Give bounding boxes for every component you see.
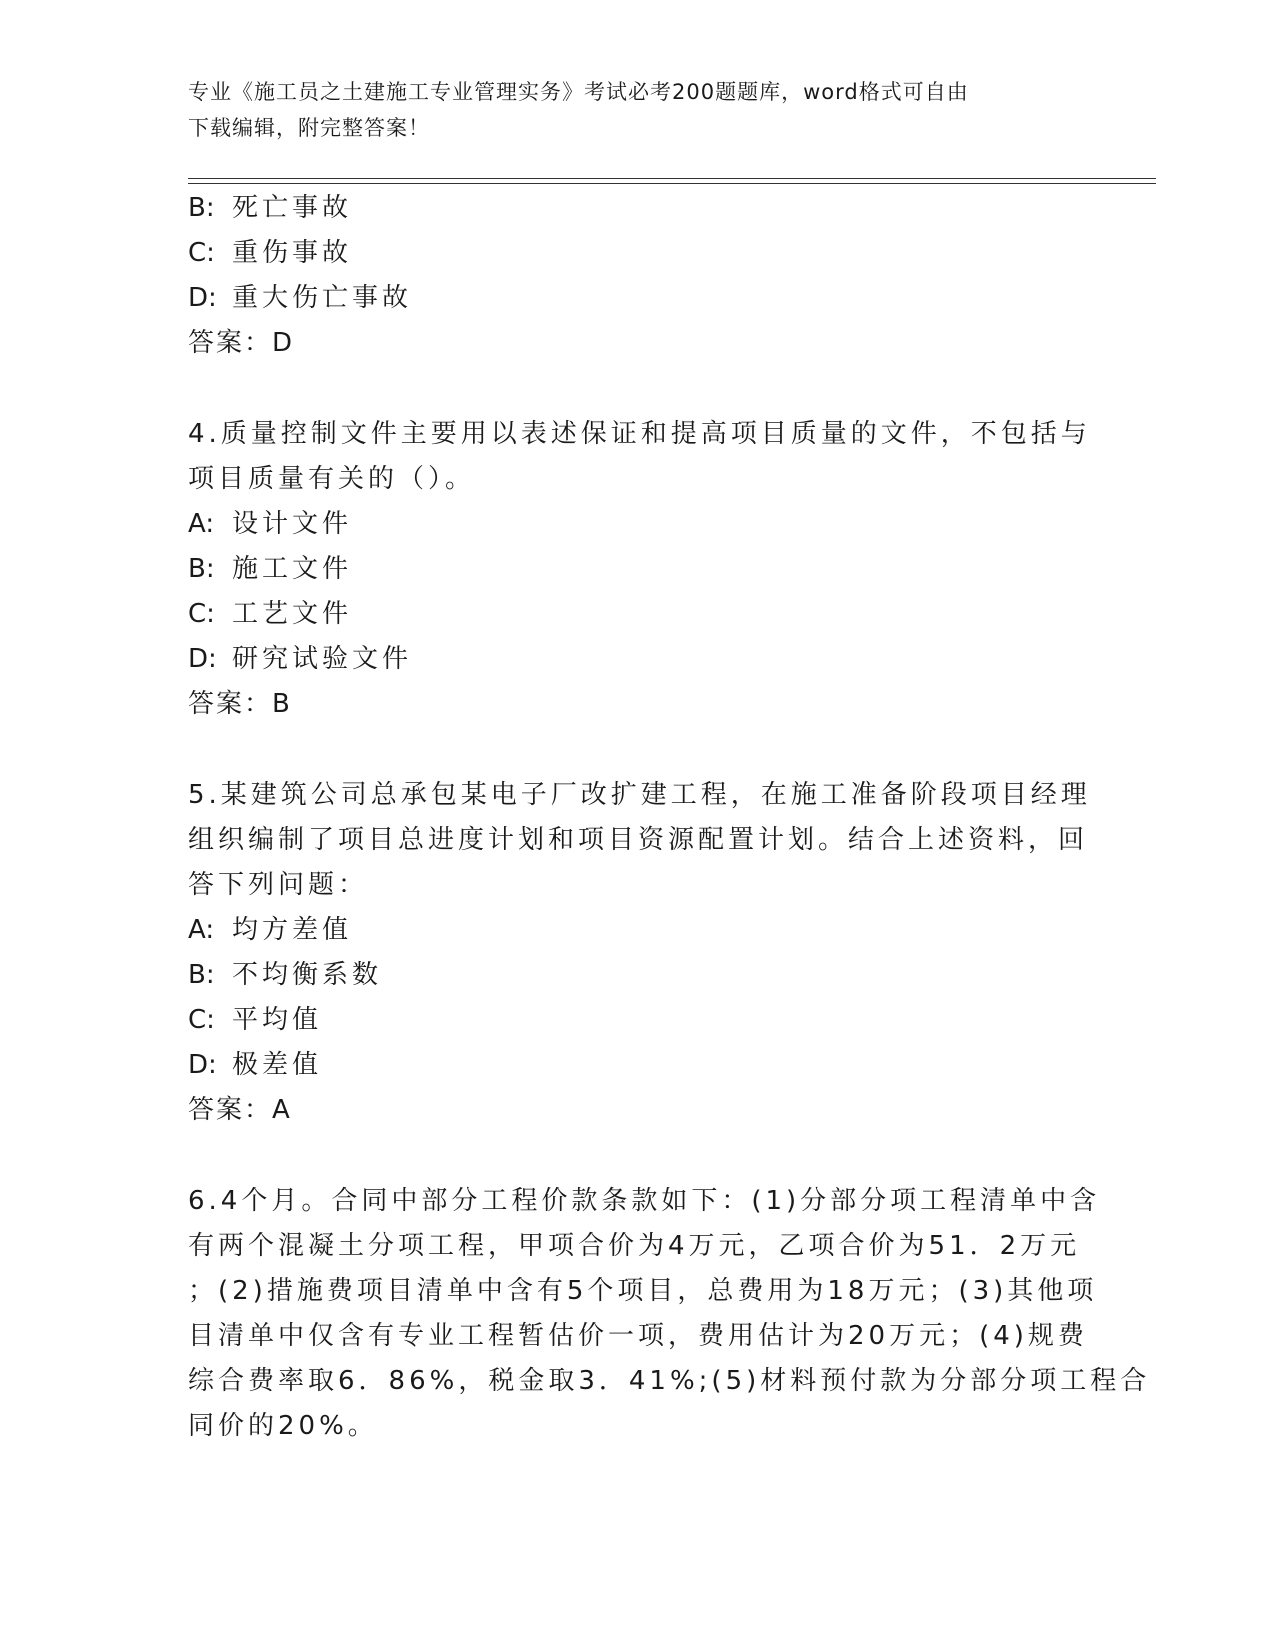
answer: 答案：A (188, 1095, 292, 1125)
option-d: D: 研究试验文件 (188, 644, 413, 674)
prev-question-options (188, 186, 1068, 366)
answer: 答案：D (188, 328, 295, 358)
option-c: C: 重伤事故 (188, 238, 353, 268)
question-text-line: 有两个混凝土分项工程，甲项合价为4万元，乙项合价为51．2万元 (188, 1231, 1081, 1261)
question-text-line: ；(2)措施费项目清单中含有5个项目，总费用为18万元；(3)其他项 (188, 1276, 1098, 1306)
option-c: C: 工艺文件 (188, 599, 353, 629)
option-d: D: 重大伤亡事故 (188, 283, 413, 313)
question-text-line: 目清单中仅含有专业工程暂估价一项，费用估计为20万元；(4)规费 (188, 1321, 1088, 1351)
question-text-line: 5.某建筑公司总承包某电子厂改扩建工程，在施工准备阶段项目经理 (188, 780, 1091, 810)
document-body (188, 186, 1151, 1449)
question-text-line: 4.质量控制文件主要用以表述保证和提高项目质量的文件，不包括与 (188, 419, 1091, 449)
question-5 (188, 773, 1091, 1133)
question-text-line: 同价的20%。 (188, 1411, 378, 1441)
header-line-2: 下载编辑，附完整答案！ (188, 116, 430, 140)
option-b: B: 不均衡系数 (188, 960, 383, 990)
option-a: A: 设计文件 (188, 509, 353, 539)
document-header (188, 74, 1068, 146)
question-text-line: 答下列问题： (188, 870, 369, 900)
option-a: A: 均方差值 (188, 915, 353, 945)
question-6 (188, 1179, 1151, 1449)
header-divider-top (188, 178, 1156, 179)
option-b: B: 死亡事故 (188, 193, 353, 223)
question-text-line: 项目质量有关的（）。 (188, 464, 476, 494)
option-b: B: 施工文件 (188, 554, 353, 584)
question-text-line: 6.4个月。合同中部分工程价款条款如下：(1)分部分项工程清单中含 (188, 1186, 1101, 1216)
option-d: D: 极差值 (188, 1050, 323, 1080)
option-c: C: 平均值 (188, 1005, 323, 1035)
question-text-line: 组织编制了项目总进度计划和项目资源配置计划。结合上述资料，回 (188, 825, 1089, 855)
header-line-1: 专业《施工员之土建施工专业管理实务》考试必考200题题库，word格式可自由 (188, 80, 969, 104)
answer: 答案：B (188, 689, 292, 719)
question-text-line: 综合费率取6．86%，税金取3．41%;(5)材料预付款为分部分项工程合 (188, 1366, 1151, 1396)
question-4 (188, 412, 1091, 727)
header-divider-bottom (188, 183, 1156, 184)
